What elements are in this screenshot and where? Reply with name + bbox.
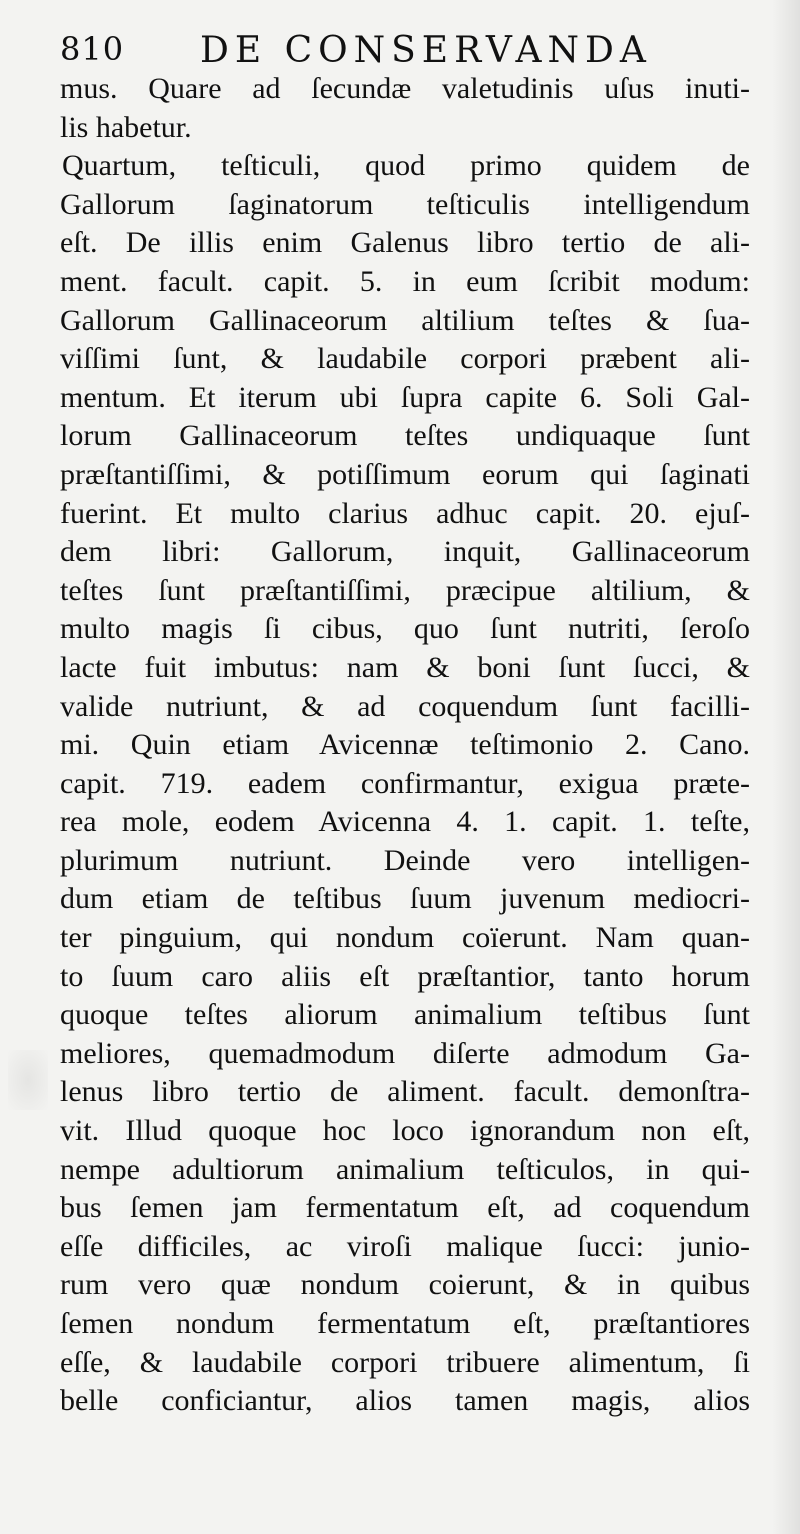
text-line: teſtes ſunt præſtantiſſimi, præcipue altilium, & xyxy=(60,573,750,607)
text-line: lis habetur. xyxy=(60,110,192,144)
text-line: mus. Quare ad ſecundæ valetudinis uſus inuti- xyxy=(60,72,750,105)
text-line: capit. 719. eadem confirmantur, exigua præte- xyxy=(60,766,750,800)
text-line: multo magis ſi cibus, quo ſunt nutriti, ſeroſo xyxy=(60,612,750,646)
page-gutter-shadow xyxy=(772,0,800,1534)
text-line: Quartum, teſticuli, quod primo quidem de xyxy=(62,149,750,183)
running-title: DE CONSERVANDA xyxy=(200,30,652,71)
text-line: ment. facult. capit. 5. in eum ſcribit modum: xyxy=(60,264,750,298)
body-text xyxy=(60,70,750,1421)
text-line: to ſuum caro aliis eſt præſtantior, tanto horum xyxy=(60,959,750,993)
page-number: 810 xyxy=(60,30,125,68)
text-line: lenus libro tertio de aliment. facult. demonſtra- xyxy=(60,1075,750,1109)
text-line: valide nutriunt, & ad coquendum ſunt facilli- xyxy=(60,689,750,723)
text-line: eſt. De illis enim Galenus libro tertio de ali- xyxy=(60,226,750,260)
text-line: fuerint. Et multo clarius adhuc capit. 20. ejuſ- xyxy=(60,496,750,530)
text-line: eſſe, & laudabile corpori tribuere alimentum, ſi xyxy=(60,1345,750,1379)
text-line: ſemen nondum fermentatum eſt, præſtantiores xyxy=(60,1307,750,1340)
text-line: bus ſemen jam fermentatum eſt, ad coquendum xyxy=(60,1191,750,1225)
text-line: belle conficiantur, alios tamen magis, alios xyxy=(60,1384,750,1418)
text-line: mentum. Et iterum ubi ſupra capite 6. Soli Gal- xyxy=(60,380,750,414)
text-line: quoque teſtes aliorum animalium teſtibus ſunt xyxy=(60,998,750,1032)
text-line: plurimum nutriunt. Deinde vero intelligen- xyxy=(60,843,750,877)
text-line: dum etiam de teſtibus ſuum juvenum mediocri- xyxy=(60,882,750,916)
page-header xyxy=(60,24,760,74)
text-line: dem libri: Gallorum, inquit, Gallinaceorum xyxy=(60,535,750,569)
text-line: meliores, quemadmodum diſerte admodum Ga- xyxy=(60,1036,750,1070)
text-line: mi. Quin etiam Avicennæ teſtimonio 2. Cano. xyxy=(60,728,750,762)
text-line: nempe adultiorum animalium teſticulos, in qui- xyxy=(60,1152,750,1186)
text-line: Gallorum Gallinaceorum altilium teſtes & ſua- xyxy=(60,303,750,337)
text-line: vit. Illud quoque hoc loco ignorandum non eſt, xyxy=(60,1114,750,1148)
text-line: viſſimi ſunt, & laudabile corpori præbent ali- xyxy=(60,342,750,376)
text-line: lacte fuit imbutus: nam & boni ſunt ſucci, & xyxy=(60,650,750,684)
ink-bleed-mark xyxy=(8,1050,48,1110)
text-line: præſtantiſſimi, & potiſſimum eorum qui ſaginati xyxy=(60,457,750,491)
text-line: rum vero quæ nondum coierunt, & in quibus xyxy=(60,1268,750,1302)
text-line: ter pinguium, qui nondum coïerunt. Nam quan- xyxy=(60,921,750,955)
text-line: eſſe difficiles, ac viroſi malique ſucci: junio- xyxy=(60,1229,750,1263)
text-line: rea mole, eodem Avicenna 4. 1. capit. 1. teſte, xyxy=(60,805,750,839)
text-line: lorum Gallinaceorum teſtes undiquaque ſunt xyxy=(60,419,750,453)
text-line: Gallorum ſaginatorum teſticulis intelligendum xyxy=(60,187,750,221)
